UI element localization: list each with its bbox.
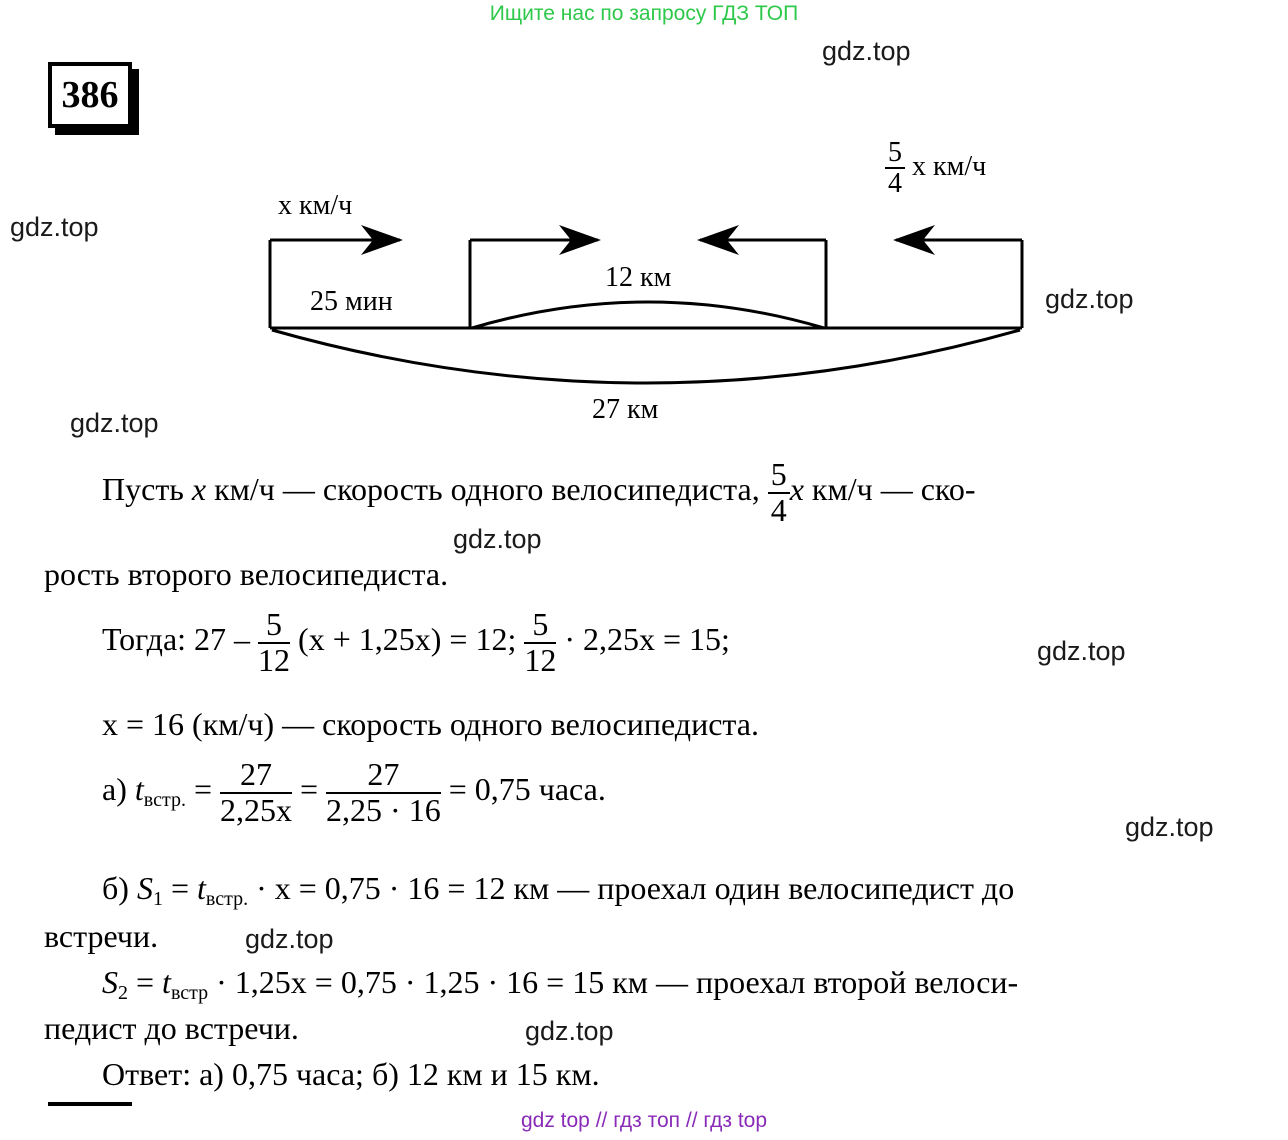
var-t: t: [162, 964, 171, 1000]
fraction-denominator: 4: [888, 168, 902, 200]
fraction-denominator: 2,25x: [219, 791, 292, 828]
text: · 2,25x = 15;: [564, 620, 730, 657]
fraction-denominator: 12: [258, 641, 291, 678]
text: Тогда: 27 –: [102, 620, 251, 657]
text: б): [102, 870, 129, 906]
subscript: 1: [152, 888, 163, 910]
mid-arc: [472, 302, 824, 328]
mid-distance-label: 12 км: [605, 262, 672, 293]
s2-line: $S_2 = t_{встр} \cdot 1,25x = 0,75 \cdot 1,25 \cdot 16 = 15$ км — проехал второй велоси-: [102, 964, 1019, 1004]
time-label: 25 мин: [310, 286, 393, 317]
part-b-line: б) $S_1 = t_{встр.} \cdot x = 0,75 \cdot 16 = 12$ км — проехал один велосипедист до: [102, 870, 1015, 910]
text: км/ч — ско-: [811, 470, 976, 507]
subscript: 2: [118, 982, 128, 1004]
total-arc: [272, 330, 1020, 383]
var-t: t: [134, 770, 144, 807]
var-t: t: [196, 870, 206, 906]
subscript: встр: [170, 982, 209, 1004]
text: = 0,75 часа.: [448, 770, 606, 807]
var-s: S: [102, 964, 118, 1000]
watermark: gdz.top: [1045, 284, 1134, 314]
fraction-numerator: 5: [768, 458, 790, 494]
fraction-numerator: 27: [220, 758, 292, 794]
watermark: gdz.top: [453, 524, 542, 554]
text: км/ч — скорость одного велосипедиста,: [214, 470, 760, 507]
watermark: gdz.top: [245, 924, 334, 954]
answer-line: Ответ: а) 0,75 часа; б) 12 км и 15 км.: [102, 1056, 600, 1092]
var-x: x: [789, 470, 804, 507]
part-a-line: а) $t_{встр.}$ = $\frac{27}{2,25x}$ = $\frac{27}{2,25 \cdot 16}$ = 0,75 часа.: [102, 756, 606, 828]
speed2-unit: x км/ч: [912, 150, 987, 182]
watermark: gdz.top: [10, 212, 99, 242]
fraction-numerator: 5: [524, 608, 556, 644]
solution-line-1-cont: рость второго велосипедиста.: [44, 556, 449, 592]
speed2-label: [885, 138, 986, 199]
problem-number: 386: [48, 62, 132, 128]
watermark: gdz.top: [1125, 812, 1214, 842]
subscript: встр.: [143, 788, 186, 811]
top-banner: Ищите нас по запросу ГДЗ ТОП: [489, 2, 799, 25]
watermark: gdz.top: [1037, 636, 1126, 666]
fraction-denominator: 4: [770, 491, 787, 528]
watermark: gdz.top: [525, 1016, 614, 1046]
total-distance-label: 27 км: [592, 394, 659, 425]
fraction-numerator: 5: [258, 608, 290, 644]
text: а): [102, 770, 127, 807]
s2-cont: педист до встречи.: [44, 1010, 299, 1046]
watermark: gdz.top: [70, 408, 159, 438]
text: Пусть: [102, 470, 184, 507]
x-result-line: x = 16 (км/ч) — скорость одного велосипедиста.: [102, 706, 759, 742]
footer: gdz top // гдз топ // гдз top: [520, 1109, 768, 1132]
text: · 1,25x = 0,75 · 1,25 · 16 = 15 км — проехал второй велоси-: [216, 964, 1019, 1000]
fraction-denominator: 2,25 · 16: [326, 791, 441, 828]
subscript: встр.: [205, 888, 249, 910]
text: · x = 0,75 · 16 = 12 км — проехал один велосипедист до: [256, 870, 1015, 906]
solution-line-1: [102, 458, 975, 527]
watermark: gdz.top: [822, 36, 911, 66]
text: (x + 1,25x) = 12;: [298, 620, 517, 657]
var-s: S: [136, 870, 153, 906]
var-x: x: [191, 470, 207, 507]
fraction-numerator: 5: [885, 138, 905, 169]
fraction-numerator: 27: [326, 758, 441, 794]
speed1-label: x км/ч: [278, 190, 353, 221]
fraction-denominator: 12: [524, 641, 557, 678]
answer-underline: [48, 1102, 132, 1106]
equation-line: [102, 608, 730, 677]
part-b-cont: встречи.: [44, 918, 159, 954]
